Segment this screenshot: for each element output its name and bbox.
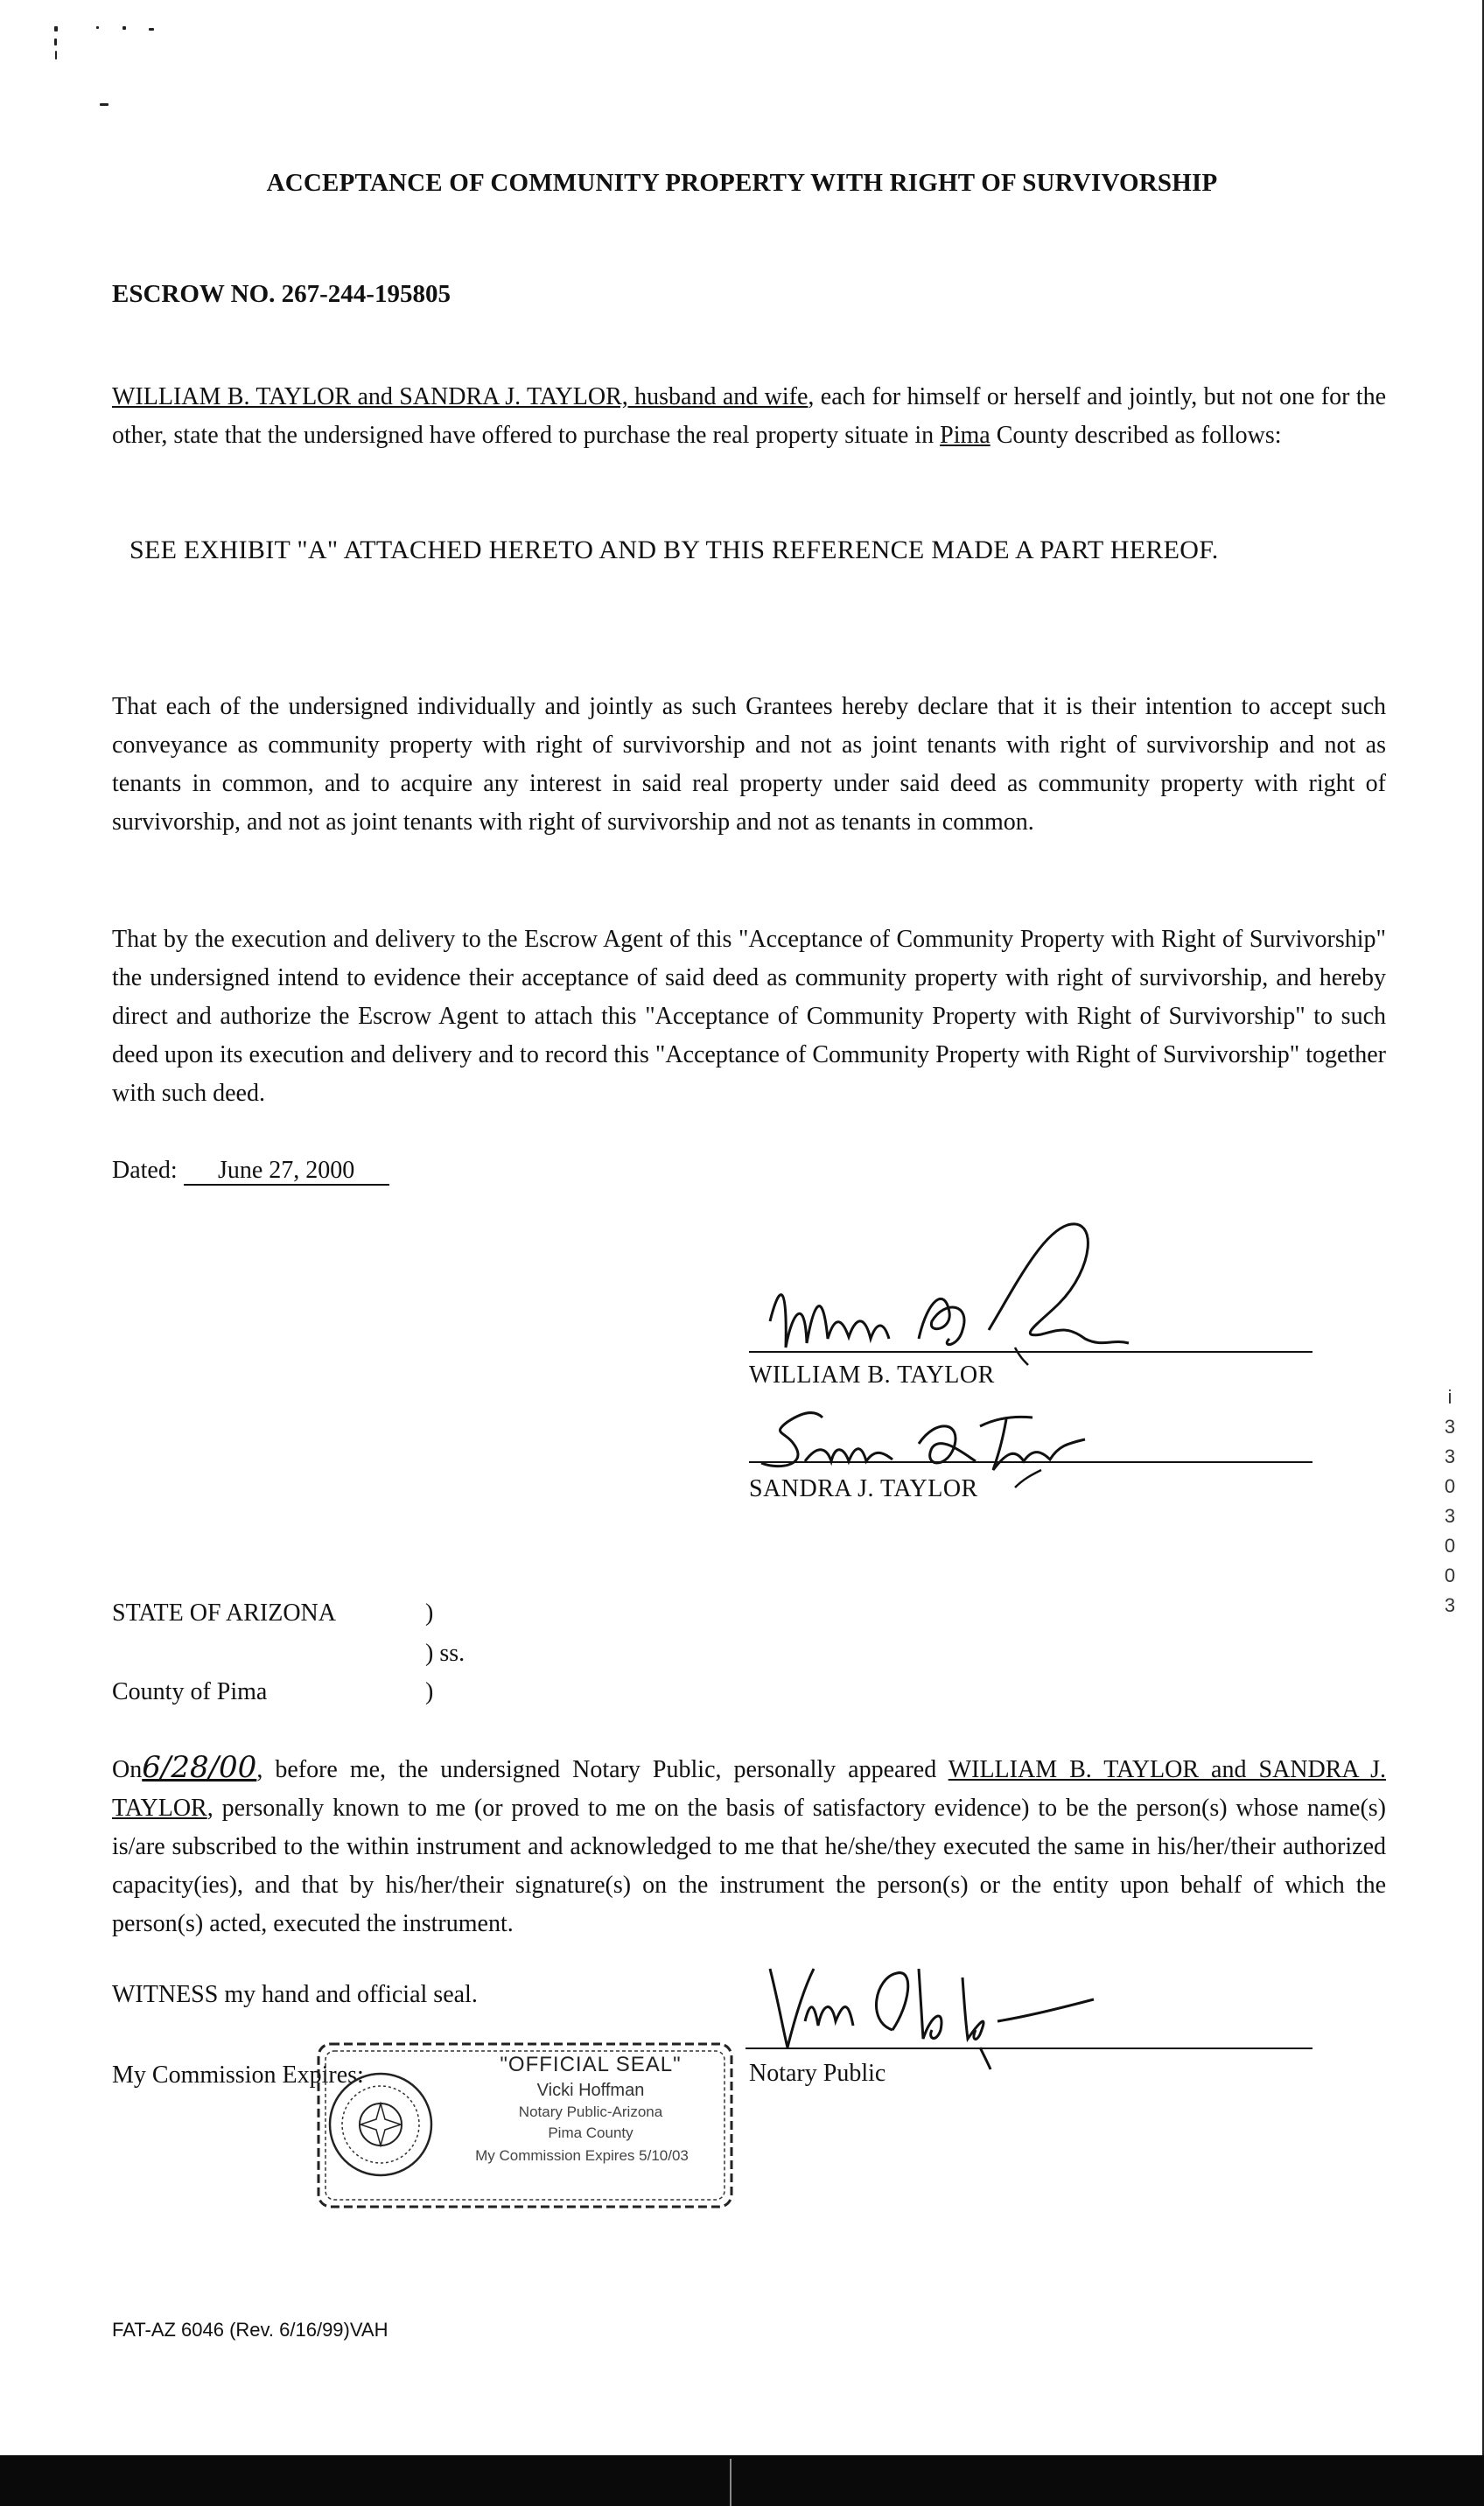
recording-stamp-marks xyxy=(1439,1382,1460,1671)
document-title: ACCEPTANCE OF COMMUNITY PROPERTY WITH RIGHT OF SURVIVORSHIP xyxy=(266,169,1218,197)
seal-county: Pima County xyxy=(548,2124,634,2141)
escrow-number: ESCROW NO. 267-244-195805 xyxy=(112,280,451,308)
form-number: FAT-AZ 6046 (Rev. 6/16/99)VAH xyxy=(112,2319,388,2341)
scan-speck xyxy=(54,26,58,32)
stamp-char: 3 xyxy=(1444,1594,1456,1616)
venue-county: County of Pima xyxy=(112,1678,268,1705)
notary-text-end: , personally known to me (or proved to me on the basis of satisfactory evidence) to be the person(s) whose name(s) is/are subscribed to the within instrument and acknowledged to me that he/she/they executed the same in his/her/their authorized capacity(ies), and that by his/her/their signature(s) on the instrument the person(s) or the entity upon behalf of which the person(s) acted, executed the instrument. xyxy=(112,1795,1386,1937)
notary-acknowledgment xyxy=(112,1748,1386,1943)
notary-signature xyxy=(761,1951,1111,2074)
official-seal-stamp xyxy=(315,2039,735,2214)
venue-state: STATE OF ARIZONA xyxy=(112,1600,336,1627)
notary-public-label: Notary Public xyxy=(749,2060,886,2087)
witness-statement: WITNESS my hand and official seal. xyxy=(112,1981,478,2008)
notary-text: , before me, the undersigned Notary Public, personally appeared xyxy=(256,1756,948,1783)
stamp-char: i xyxy=(1447,1386,1452,1408)
grantee-names: WILLIAM B. TAYLOR and SANDRA J. TAYLOR, husband and wife xyxy=(112,383,808,410)
execution-paragraph: That by the execution and delivery to the Escrow Agent of this "Acceptance of Community Property with Right of Survivorship" the undersigned intend to evidence their acceptance of said deed as community property with right of survivorship, and hereby direct and authorize the Escrow Agent to attach this "Acceptance of Community Property with Right of Survivorship" to such deed upon its execution and delivery and to record this "Acceptance of Community Property with Right of Survivorship" together with such deed. xyxy=(112,926,1386,1107)
intro-text: , each for himself or herself and jointly, but not one for the other, state that the undersigned have offered to purchase the real property situate in xyxy=(112,383,1386,449)
intro-paragraph xyxy=(112,378,1386,455)
county-name: Pima xyxy=(940,422,990,449)
intro-text-end: County described as follows: xyxy=(990,422,1282,449)
stamp-char: 3 xyxy=(1444,1505,1456,1527)
venue-ss: ) ss. xyxy=(425,1640,466,1667)
notary-signature-line xyxy=(746,2048,1312,2049)
venue-paren-2: ) xyxy=(425,1678,434,1705)
scan-bottom-bar xyxy=(0,2455,1484,2506)
scan-speck xyxy=(54,38,57,46)
declaration-paragraph: That each of the undersigned individually and jointly as such Grantees hereby declare that it is their intention to accept such conveyance as community property with right of survivorship and not as joint tenants with right of survivorship and not as tenants in common, and to acquire any interest in said real property under said deed as community property with right of survivorship, and not as joint tenants with right of survivorship and not as tenants in common. xyxy=(112,693,1386,836)
stamp-char: 0 xyxy=(1444,1475,1456,1497)
notary-handwritten-date: 6/28/00 xyxy=(142,1750,257,1785)
scan-speck xyxy=(96,26,99,29)
stamp-char: 3 xyxy=(1444,1446,1456,1467)
notary-appeared-names: WILLIAM B. TAYLOR and SANDRA J. TAYLOR xyxy=(112,1756,1386,1822)
signer-2-name: SANDRA J. TAYLOR xyxy=(749,1475,978,1502)
seal-notary-name: Vicki Hoffman xyxy=(536,2081,645,2100)
notary-on: On xyxy=(112,1756,143,1783)
signature-line-1 xyxy=(749,1351,1312,1353)
signature-line-2 xyxy=(749,1461,1312,1463)
venue-paren-1: ) xyxy=(425,1600,434,1627)
seal-title: "OFFICIAL SEAL" xyxy=(500,2053,682,2076)
stamp-char: 0 xyxy=(1444,1535,1456,1557)
dated-line xyxy=(112,1157,389,1186)
stamp-char: 0 xyxy=(1444,1564,1456,1586)
scan-speck xyxy=(122,26,126,30)
dated-label: Dated: xyxy=(112,1157,178,1184)
seal-jurisdiction: Notary Public-Arizona xyxy=(518,2104,663,2120)
scan-speck xyxy=(100,103,108,106)
commission-expires: My Commission Expires: xyxy=(112,2062,364,2089)
scan-notch xyxy=(730,2459,732,2506)
scan-speck xyxy=(55,51,57,60)
dated-value: June 27, 2000 xyxy=(184,1158,389,1186)
scan-speck xyxy=(149,28,154,31)
exhibit-reference: SEE EXHIBIT "A" ATTACHED HERETO AND BY THIS REFERENCE MADE A PART HEREOF. xyxy=(130,536,1219,564)
seal-expiration: My Commission Expires 5/10/03 xyxy=(475,2147,689,2164)
signer-1-name: WILLIAM B. TAYLOR xyxy=(749,1362,995,1389)
stamp-char: 3 xyxy=(1444,1416,1456,1438)
william-signature xyxy=(752,1216,1155,1374)
